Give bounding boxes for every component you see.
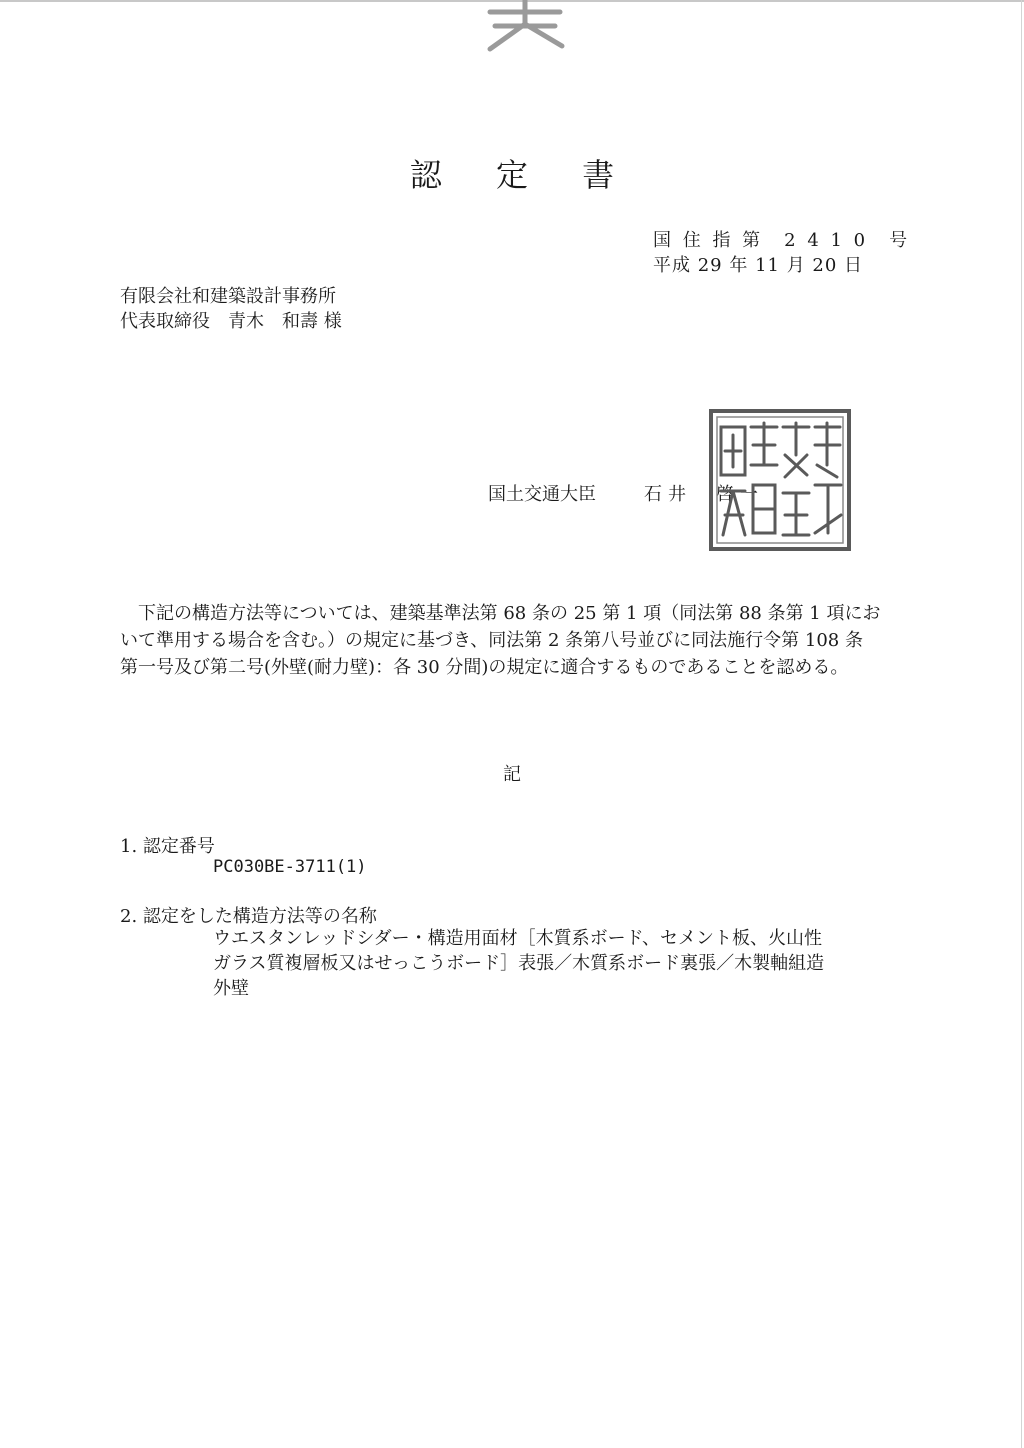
certification-number: PC030BE-3711(1) bbox=[213, 857, 367, 877]
certification-body bbox=[120, 600, 910, 681]
method-name-line: ガラス質複層板又はせっこうボード］表張／木質系ボード裏張／木製軸組造 bbox=[213, 953, 825, 974]
reference-number: 国 住 指 第 2 4 1 0 号 bbox=[653, 230, 911, 251]
binding-mark-icon bbox=[470, 0, 580, 54]
body-line: 下記の構造方法等については、建築基準法第 68 条の 25 第 1 項（同法第 88 条第 1 項にお bbox=[138, 603, 881, 624]
ki-heading: 記 bbox=[503, 764, 521, 785]
issuer-name: 石井 啓一 bbox=[644, 484, 764, 505]
scan-edge-right bbox=[1021, 0, 1022, 1448]
body-line: 第一号及び第二号(外壁(耐力壁)：各 30 分間)の規定に適合するものであることを認める。 bbox=[120, 657, 849, 678]
method-name-line: 外壁 bbox=[213, 978, 249, 999]
construction-method-name bbox=[213, 926, 824, 1001]
issuer-title: 国土交通大臣 bbox=[488, 484, 596, 505]
official-seal-icon bbox=[705, 405, 855, 555]
recipient-company: 有限会社和建築設計事務所 bbox=[120, 286, 336, 307]
document-title: 認 定 書 bbox=[409, 156, 637, 194]
recipient-person: 代表取締役 青木 和壽 様 bbox=[120, 311, 342, 332]
item2-label: 2. 認定をした構造方法等の名称 bbox=[120, 906, 377, 927]
body-line: いて準用する場合を含む。）の規定に基づき、同法第 2 条第八号並びに同法施行令第 108 条 bbox=[120, 630, 863, 651]
issue-date: 平成 29 年 11 月 20 日 bbox=[653, 255, 864, 276]
item1-label: 1. 認定番号 bbox=[120, 836, 215, 857]
method-name-line: ウエスタンレッドシダー・構造用面材［木質系ボード、セメント板、火山性 bbox=[213, 928, 823, 949]
